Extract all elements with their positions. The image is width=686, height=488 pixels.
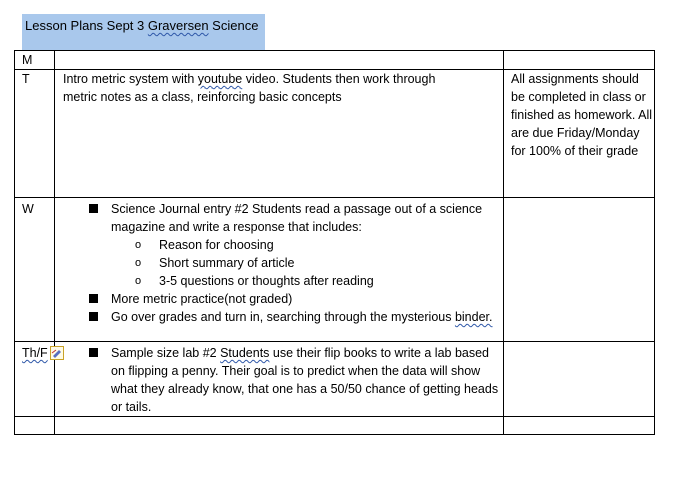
grades-text: Go over grades and turn in, searching through the mysterious xyxy=(111,310,455,324)
plan-thf-list xyxy=(55,344,503,416)
plan-t-text-b: youtube xyxy=(197,72,243,86)
lesson-plan-table xyxy=(14,50,655,435)
list-item: o 3-5 questions or thoughts after reading xyxy=(135,272,503,290)
plan-t-line1 xyxy=(63,70,499,88)
lab-text-c: use their flip books to write a lab based on flipping a penny. Their goal is to predict when the data will show what they already know, that one has a 50/50 chance of getting heads or tails. xyxy=(111,346,499,414)
row-m xyxy=(15,51,655,70)
assignment-note: All assignments should be completed in class or finished as homework. All are due Friday/Monday for 100% of their grade xyxy=(504,70,655,198)
list-item xyxy=(89,308,503,326)
plan-empty xyxy=(55,417,504,435)
binder-text: binder. xyxy=(454,310,493,324)
row-thf xyxy=(15,342,655,417)
list-item: o Short summary of article xyxy=(135,254,503,272)
day-thf-label: Th/F xyxy=(22,346,48,360)
note-empty xyxy=(504,417,655,435)
day-t: T xyxy=(15,70,55,198)
plan-m xyxy=(55,51,504,70)
note-thf xyxy=(504,342,655,417)
note-m xyxy=(504,51,655,70)
journal-entry-text: Science Journal entry #2 Students read a passage out of a science magazine and write a response that includes: xyxy=(111,202,483,234)
day-w: W xyxy=(15,198,55,342)
row-empty xyxy=(15,417,655,435)
plan-t-text-a: Intro metric system with xyxy=(63,72,198,86)
list-item: o Reason for choosing xyxy=(135,236,503,254)
title-suffix: Science xyxy=(208,18,259,33)
title-prefix: Lesson Plans Sept 3 xyxy=(25,18,148,33)
pen-icon[interactable] xyxy=(50,346,64,360)
plan-thf xyxy=(55,342,504,417)
day-thf-wrap xyxy=(22,344,64,362)
lab-text-a: Sample size lab #2 xyxy=(111,346,221,360)
day-thf xyxy=(15,342,55,417)
list-item xyxy=(89,344,503,416)
plan-t-line2: metric notes as a class, reinforcing basic concepts xyxy=(63,90,342,104)
row-w xyxy=(15,198,655,342)
day-m: M xyxy=(15,51,55,70)
document-title xyxy=(22,14,265,50)
list-item: More metric practice(not graded) xyxy=(89,290,503,308)
note-w xyxy=(504,198,655,342)
lab-text-b: Students xyxy=(220,346,270,360)
list-item xyxy=(89,200,503,290)
plan-w xyxy=(55,198,504,342)
title-name: Graversen xyxy=(147,18,209,33)
row-t xyxy=(15,70,655,198)
plan-t-text-c: video. Students then work through xyxy=(242,72,436,86)
plan-w-list xyxy=(55,200,503,326)
plan-t xyxy=(55,70,504,198)
day-empty xyxy=(15,417,55,435)
journal-subitems xyxy=(111,236,503,290)
